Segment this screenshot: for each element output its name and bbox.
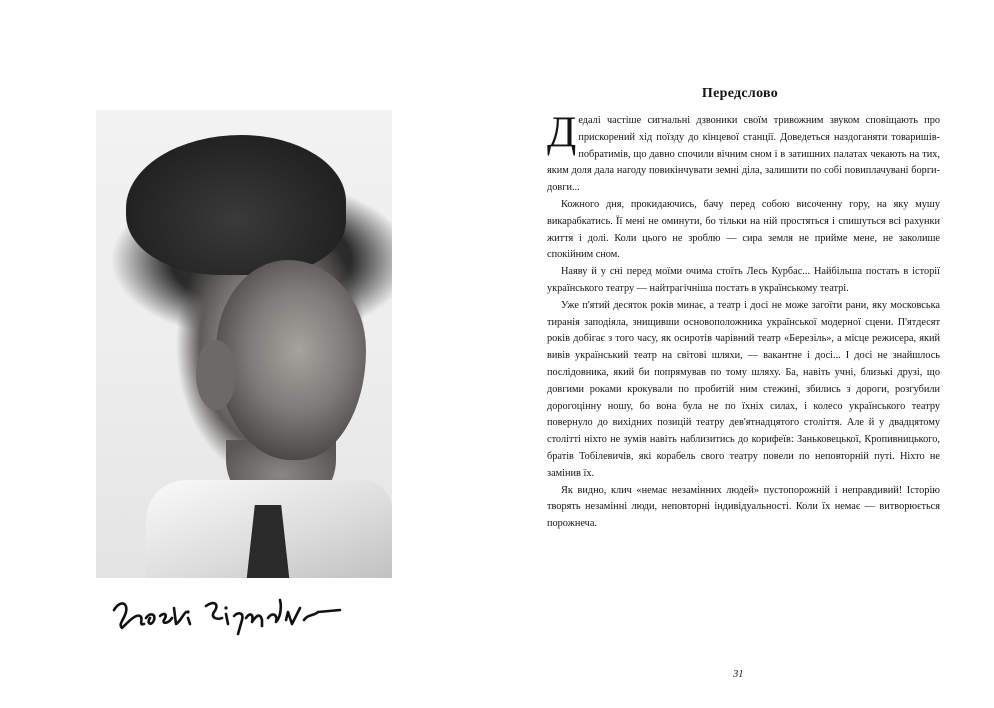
page-number: 31 [733,669,744,680]
portrait-hair [126,135,346,275]
preface-text [547,109,940,533]
paragraph-text: едалі частіше сигнальні дзвоники своїм тривожним звуком сповіщають про прискорений хід поїзду до кінцевої станції. Доведеться наздоганяти товаришів-побратимів, що давно спочили вічним сном і в затишних палатах чекають на тих, яким доля дала нагоду повикінчувати земні діла, залишити по собі повиплачувані борги-довги... [547,115,940,194]
author-portrait-photo [96,110,392,578]
paragraph: Як видно, клич «немає незамінних людей» пустопорожній і неправдивий! Історію творять незамінні люди, неповторні індивідуальності. Коли їх немає — витворюється порожнеча. [547,484,940,530]
paragraph [547,109,940,197]
paragraph: Кожного дня, прокидаючись, бачу перед собою височенну гору, на яку мушу викарабкатись. Її мені не оминути, бо тільки на ній простяться і спишуться всі рахунки життя і долі. Коли цього не зроблю — сира земля не прийме мене, не заколише спокійним сном. [547,198,940,261]
portrait-ear [196,340,236,410]
portrait-face [216,260,366,460]
paragraph: Наяву й у сні перед моїми очима стоїть Лесь Курбас... Найбільша постать в історії українського театру — найтрагічніша постать в українському театрі. [547,266,940,294]
drop-cap: Д [547,109,577,156]
paragraph: Уже п'ятий десяток років минає, а театр і досі не може загоїти рани, яку московська тиранія заподіяла, знищивши основоположника української модерної сцени. П'ятдесят років добігає з того часу, як осиротів чарівний театр «Березіль», а місце режисера, який вивів український театр на світові шляхи, — вакантне і досі... І досі не знайшлось послідовника, який би попрямував по тому шляху. Ба, навіть учні, близькі друзі, що довгими роками крокували по пробитій ним стежині, збились з дороги, розгубили дорогоцінну ношу, бо вона була не по їхніх силах, і колесо українського театру повернуло до вихідних позицій театру дев'ятнадцятого століття. Але й у двадцятому столітті ніхто не зумів навіть наблизитись до корифеїв: Заньковецької, Кропивницького, братів Тобілевичів, які корабель свого театру повели по неповторній путі. Ніхто не замінив їх. [547,299,940,479]
author-signature [110,590,370,640]
page-title: Передслово [701,86,779,101]
